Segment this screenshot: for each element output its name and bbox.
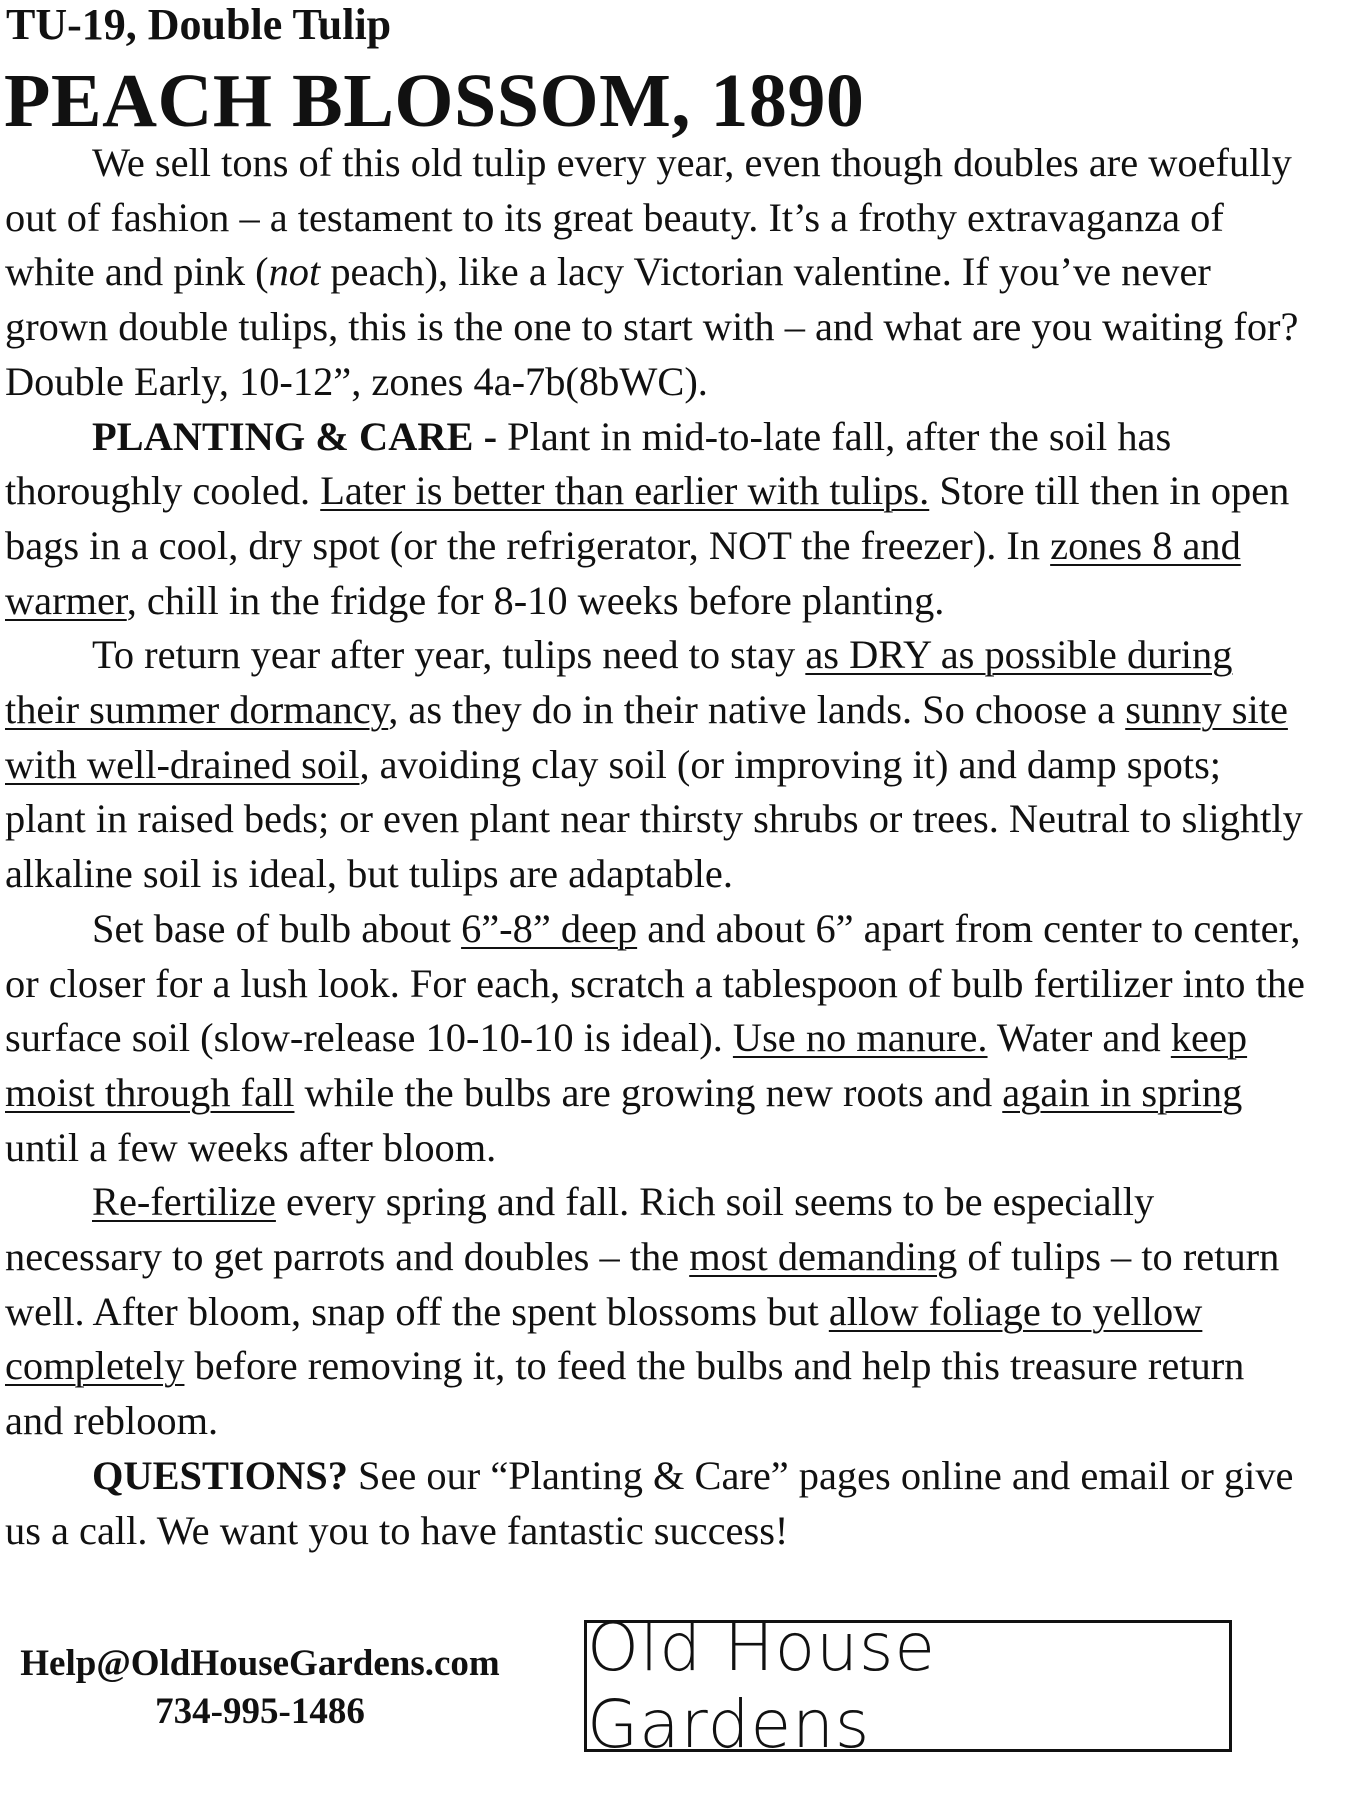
underlined-text: Re-fertilize	[92, 1179, 276, 1225]
description-body	[5, 136, 1305, 1558]
text-run: while the bulbs are growing new roots and	[294, 1069, 1003, 1115]
text-run: Plant in mid-to-late fall, after the soil has thoroughly cooled.	[5, 413, 1172, 514]
underlined-text: Use no manure.	[732, 1015, 988, 1061]
underlined-text: 6”-8” deep	[461, 905, 638, 951]
email-address[interactable]: Help@OldHouseGardens.com	[20, 1643, 500, 1684]
underlined-text: sunny site with well-drained soil	[5, 687, 1288, 787]
underlined-text: allow foliage to yellow completely	[5, 1288, 1203, 1389]
underlined-text: keep moist through fall	[5, 1015, 1248, 1115]
text-run: Water and	[987, 1015, 1171, 1061]
questions-paragraph	[5, 1449, 1305, 1558]
emphasis-text: not	[268, 249, 321, 295]
text-run: , as they do in their native lands. So choose a	[388, 687, 1126, 733]
underlined-text: Later is better than earlier with tulips.	[320, 468, 930, 514]
text-run: Store till then in open bags in a cool, dry spot (or the refrigerator, NOT the freezer). In	[5, 468, 1290, 568]
product-code: TU-19, Double Tulip	[6, 0, 392, 49]
text-run: See our “Planting & Care” pages online and email or give us a call. We want you to have fantastic success!	[5, 1452, 1294, 1553]
text-run: peach), like a lacy Victorian valentine. If you’ve never grown double tulips, this is the one to start with – and what are you waiting for? Double Early, 10-12”, zones 4a-7b(8bWC).	[5, 249, 1299, 404]
text-run: of tulips – to return well. After bloom, snap off the spent blossoms but	[5, 1234, 1280, 1334]
section-heading: QUESTIONS?	[92, 1452, 348, 1498]
contact-info	[0, 1640, 520, 1736]
company-logo	[584, 1609, 1232, 1763]
text-run: Set base of bulb about	[92, 905, 462, 951]
phone-number[interactable]: 734-995-1486	[155, 1691, 365, 1732]
underlined-text: most demanding	[689, 1234, 958, 1280]
text-run: To return year after year, tulips need to stay	[92, 632, 806, 678]
intro-paragraph	[5, 136, 1305, 410]
underlined-text: zones 8 and warmer	[5, 522, 1241, 623]
page-title: PEACH BLOSSOM, 1890	[4, 59, 865, 143]
text-run: until a few weeks after bloom.	[5, 1124, 497, 1170]
underlined-text: again in spring	[1002, 1069, 1243, 1115]
text-run: , chill in the fridge for 8-10 weeks before planting.	[126, 577, 945, 623]
logo-text: Old House Gardens	[587, 1609, 936, 1763]
underlined-text: as DRY as possible during their summer dormancy	[5, 632, 1233, 733]
text-run: and about 6” apart from center to center, or closer for a lush look. For each, scratch a tablespoon of bulb fertilizer into the surface soil (slow-release 10-10-10 is ideal).	[5, 905, 1305, 1061]
dormancy-paragraph	[5, 628, 1305, 902]
section-heading: PLANTING & CARE -	[92, 413, 508, 459]
fertilize-paragraph	[5, 1175, 1305, 1449]
depth-paragraph	[5, 902, 1305, 1176]
text-run: , avoiding clay soil (or improving it) and damp spots; plant in raised beds; or even plant near thirsty shrubs or trees. Neutral to slightly alkaline soil is ideal, but tulips are adaptable.	[5, 741, 1303, 897]
text-run: every spring and fall. Rich soil seems to be especially necessary to get parrots and doubles – the	[5, 1179, 1155, 1280]
planting-care-paragraph	[5, 410, 1305, 629]
text-run: before removing it, to feed the bulbs and help this treasure return and rebloom.	[5, 1343, 1245, 1444]
text-run: We sell tons of this old tulip every year, even though doubles are woefully out of fashion – a testament to its great beauty. It’s a frothy extravaganza of white and pink (	[5, 140, 1292, 295]
